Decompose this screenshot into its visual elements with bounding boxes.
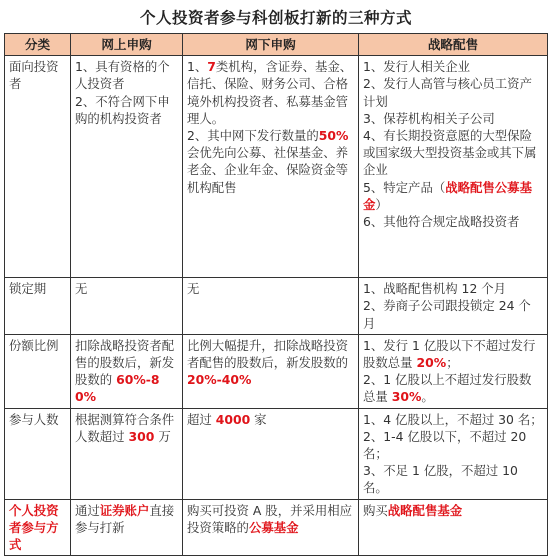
table-row-investor-type (5, 56, 548, 278)
header-online: 网上申购 (71, 34, 183, 56)
cell-text: 4、有长期投资意愿的大型保险或国家级大型投资基金或其下属企业 (363, 128, 537, 178)
cell-offline (183, 499, 359, 556)
cell-strategic (359, 278, 548, 335)
cell-text: 超过 (187, 411, 216, 427)
highlighted-text: 50% (318, 128, 349, 144)
cell-online (71, 408, 183, 499)
cell-text: 根据测算符合条件人数超过 (75, 411, 175, 444)
highlighted-text: 30% (391, 389, 422, 405)
row-label: 份额比例 (5, 334, 71, 408)
header-row (5, 34, 548, 56)
cell-text: 会优先向公募、社保基金、养老金、企业年金、保险资金等机构配售 (187, 145, 349, 195)
cell-text: 2、1-4 亿股以下，不超过 20 名； (363, 428, 527, 462)
cell-text: 6、其他符合规定战略投资者 (363, 214, 520, 230)
cell-strategic (359, 334, 548, 408)
highlighted-text: 4000 (215, 411, 251, 427)
table-row-participation-method (5, 499, 548, 556)
row-label: 参与人数 (5, 408, 71, 499)
cell-text: 万 (154, 428, 171, 444)
cell-online (71, 56, 183, 278)
cell-text: 比例大幅提升，扣除战略投资者配售的股数后，新发股数的 (187, 337, 349, 371)
cell-text: 1、具有资格的个人投资者 (75, 59, 170, 92)
cell-offline (183, 278, 359, 335)
page-title: 个人投资者参与科创板打新的三种方式 (139, 9, 412, 27)
cell-text: 3、不足 1 亿股，不超过 10 名。 (363, 463, 518, 496)
cell-text: 通过 (75, 502, 100, 518)
cell-text: 1、战略配售机构 12 个月 (363, 281, 507, 297)
cell-text: 直接参与打新 (75, 502, 175, 535)
cell-text: 扣除战略投资者配售的股数后，新发股数的 (75, 337, 175, 388)
table-row-lockup (5, 278, 548, 335)
highlighted-text: 公募基金 (248, 519, 299, 535)
cell-text: ； (446, 355, 459, 371)
cell-text: 购买可投资 A 股，并采用相应投资策略的 (187, 502, 353, 535)
cell-text: 2、发行人高管与核心员工资产计划 (363, 76, 532, 109)
highlighted-text: 20%-40% (187, 372, 252, 388)
highlighted-text: 7 (207, 59, 216, 75)
cell-text: 5、特定产品（ (363, 179, 446, 195)
cell-strategic (359, 408, 548, 499)
row-label: 面向投资者 (5, 56, 71, 278)
cell-online (71, 278, 183, 335)
comparison-table (4, 33, 548, 556)
cell-text: 2、1 亿股以上不超过发行股数总量 (363, 372, 532, 405)
cell-text: 家 (250, 411, 267, 427)
cell-offline (183, 334, 359, 408)
row-label: 锁定期 (5, 278, 71, 335)
highlighted-text: 20% (416, 355, 447, 371)
cell-text: 3、保荐机构相关子公司 (363, 110, 495, 126)
cell-text: 1、发行人相关企业 (363, 59, 471, 75)
cell-text: 无 (75, 281, 88, 297)
cell-online (71, 499, 183, 556)
cell-strategic (359, 499, 548, 556)
cell-text: 1、发行 1 亿股以下不超过发行股数总量 (363, 337, 536, 371)
header-strategic: 战略配售 (359, 34, 548, 56)
cell-text: 购买 (363, 502, 388, 518)
cell-text: 。 (421, 389, 434, 405)
cell-text: 2、其中网下发行数量的 (187, 128, 319, 144)
cell-offline (183, 408, 359, 499)
cell-strategic (359, 56, 548, 278)
cell-text: ） (375, 196, 388, 212)
cell-text: 2、券商子公司跟投锁定 24 个月 (363, 298, 531, 331)
cell-online (71, 334, 183, 408)
header-category: 分类 (5, 34, 71, 56)
cell-text: 无 (187, 281, 200, 297)
cell-text: 2、不符合网下申购的机构投资者 (75, 93, 170, 126)
highlighted-text: 60%-80% (75, 372, 160, 405)
row-label: 个人投资者参与方式 (5, 499, 71, 556)
table-row-share-ratio (5, 334, 548, 408)
cell-text: 1、 (187, 59, 208, 75)
highlighted-text: 战略配售公募基金 (363, 179, 532, 212)
highlighted-text: 证券账户 (99, 502, 150, 518)
cell-text: 类机构，含证券、基金、信托、保险、财务公司、合格境外机构投资者、私募基金管理人。 (187, 59, 353, 126)
highlighted-text: 300 (128, 428, 155, 444)
highlighted-text: 战略配售基金 (387, 502, 463, 518)
header-offline: 网下申购 (183, 34, 359, 56)
cell-offline (183, 56, 359, 278)
cell-text: 1、4 亿股以上，不超过 30 名； (363, 411, 543, 427)
table-row-participants (5, 408, 548, 499)
